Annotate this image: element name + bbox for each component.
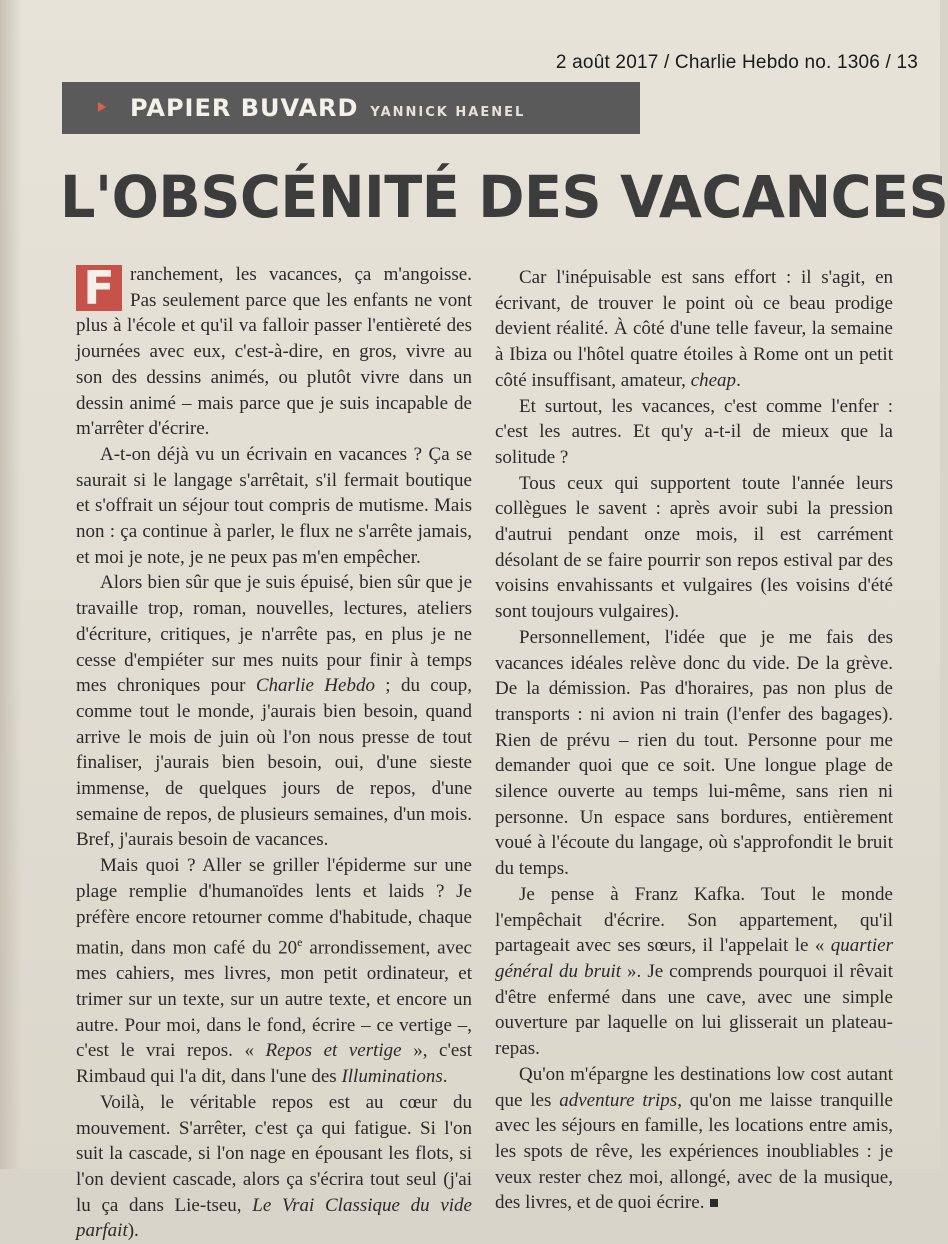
- author-name: YANNICK HAENEL: [370, 104, 526, 120]
- italic-phrase: adventure trips: [559, 1089, 678, 1111]
- rubric-title: PAPIER BUVARD: [130, 94, 359, 122]
- paragraph-text: , qu'on me laisse tranquille avec les séjours en famille, les locations entre amis, les spots de rêve, les expériences inoubliables : je veux rester chez moi, allongé, avec de la musique, des livres, et de quoi écrire.: [495, 1089, 893, 1214]
- play-arrow-icon: [98, 102, 106, 112]
- superscript: e: [297, 935, 303, 950]
- paragraph: [76, 262, 472, 442]
- italic-quote: quartier général du bruit: [495, 935, 893, 982]
- article-column-left: [76, 262, 472, 1244]
- paragraph-text: Alors bien sûr que je suis épuisé, bien sûr que je travaille trop, roman, nouvelles, lectures, ateliers d'écriture, critiques, je n'arrête pas, en plus je ne cesse d'empiéter sur mes nuits pour finir à temps mes chroniques pour: [76, 572, 472, 697]
- article-headline: L'OBSCÉNITÉ DES VACANCES: [60, 163, 948, 231]
- paragraph: [76, 570, 472, 853]
- paragraph-text: arrondissement, avec mes cahiers, mes livres, mon petit ordinateur, et trimer sur un texte, sur un autre texte, et encore un autre. Pour moi, dans le fond, écrire – ce vertige –, c'est le vrai repos. «: [76, 937, 472, 1062]
- paragraph-text: ).: [127, 1220, 139, 1242]
- paragraph-text: Tous ceux qui supportent toute l'année leurs collègues le savent : après avoir subi la pression d'autrui pendant onze mois, il est carrément désolant de se faire pourrir son repos estival par des voisins envahissants et vulgaires (les voisins d'été sont toujours vulgaires).: [495, 472, 893, 623]
- italic-title: Illuminations: [341, 1066, 443, 1088]
- paragraph-text: Voilà, le véritable repos est au cœur du mouvement. S'arrêter, c'est ça qui fatigue. Si l'on suit la cascade, si l'on nage en épousant les flots, si l'on devient cascade, alors ça s'écrira tout seul (j'ai lu ça dans Lie-tseu,: [76, 1091, 472, 1216]
- paragraph: [76, 1090, 472, 1244]
- paragraph: [495, 394, 893, 471]
- paragraph-text: Mais quoi ? Aller se griller l'épiderme sur une plage remplie d'humanoïdes lents et laids ? Je préfère encore retourner comme d'habitude, chaque matin, dans mon café du 20: [76, 855, 472, 959]
- source-caption: 2 août 2017 / Charlie Hebdo no. 1306 / 13: [555, 52, 918, 73]
- paragraph: [495, 1062, 893, 1216]
- paragraph: [495, 625, 893, 882]
- paragraph-text: Je pense à Franz Kafka. Tout le monde l'empêchait d'écrire. Son appartement, qu'il partageait avec ses sœurs, il l'appelait le «: [495, 883, 893, 957]
- paragraph: [495, 882, 893, 1062]
- paragraph-text: ranchement, les vacances, ça m'angoisse. Pas seulement parce que les enfants ne vont plus à l'école et qu'il va falloir passer l'entièreté des journées avec eux, c'est-à-dire, en gros, vivre au son des dessins animés, ou plutôt vivre dans un dessin animé – mais parce que je suis incapable de m'arrêter d'écrire.: [76, 264, 472, 440]
- paragraph-text: .: [736, 369, 741, 391]
- rubric-header-band: [62, 82, 640, 134]
- italic-word: cheap: [690, 369, 737, 391]
- paragraph-text: ; du coup, comme tout le monde, j'aurais bien besoin, quand arrive le mois de juin où l'on nous presse de tout finaliser, j'aurais bien besoin, oui, d'une sieste immense, de quelques jours de repos, d'une semaine de repos, de plusieurs semaines, d'un mois. Bref, j'aurais besoin de vacances.: [76, 675, 472, 851]
- page-fold-shadow: [0, 0, 22, 1169]
- paragraph-text: .: [442, 1066, 448, 1088]
- paragraph: [495, 265, 893, 394]
- drop-cap: F: [76, 265, 122, 311]
- italic-title: Charlie Hebdo: [255, 675, 375, 697]
- article-column-right: [495, 265, 893, 1216]
- paragraph: [76, 853, 472, 1090]
- paragraph: [76, 442, 472, 571]
- paragraph-text: Car l'inépuisable est sans effort : il s'agit, en écrivant, de trouver le point où ce beau prodige devient réalité. À côté d'une telle faveur, la semaine à Ibiza ou l'hôtel quatre étoiles à Rome ont un petit côté insuffisant, amateur,: [495, 267, 893, 391]
- paragraph-text: Et surtout, les vacances, c'est comme l'enfer : c'est les autres. Et qu'y a-t-il de mieux que la solitude ?: [495, 395, 893, 468]
- paragraph-text: A-t-on déjà vu un écrivain en vacances ? Ça se saurait si le langage s'arrêtait, s'il fermait boutique et s'offrait un séjour tout compris de mutisme. Mais non : ça continue à parler, le flux ne s'arrête jamais, et moi je note, je ne peux pas m'en empêcher.: [76, 443, 472, 568]
- paragraph: [495, 471, 893, 625]
- end-of-article-square-icon: [710, 1199, 718, 1207]
- paragraph-text: Personnellement, l'idée que je me fais des vacances idéales relève donc du vide. De la grève. De la démission. Pas d'horaires, pas non plus de transports : ni avion ni train (l'enfer des bagages). Rien de prévu – rien du tout. Personne pour me demander quoi que ce soit. Une longue plage de silence ouverte au temps lui-même, sans rien ni personne. Un espace sans bordures, entièrement voué à l'écoute du langage, où s'approfondit le bruit du temps.: [495, 626, 893, 880]
- italic-quote: Repos et vertige: [265, 1040, 402, 1062]
- paragraph-text: », c'est Rimbaud qui l'a dit, dans l'une des: [76, 1040, 473, 1088]
- paragraph-text: ». Je comprends pourquoi il rêvait d'être enfermé dans une cave, avec une simple ouverture par laquelle on lui glisserait un plateau-repas.: [495, 960, 893, 1060]
- italic-title: Le Vrai Classique du vide parfait: [76, 1194, 472, 1242]
- paragraph-text: Qu'on m'épargne les destinations low cost autant que les: [495, 1063, 893, 1111]
